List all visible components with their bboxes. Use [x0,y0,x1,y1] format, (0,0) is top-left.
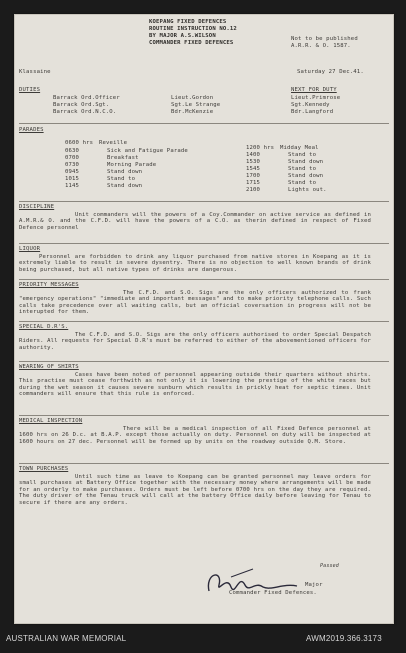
section-heading: LIQUOR [19,246,41,252]
parade-time: 1015 [65,176,80,182]
parade-time: 1200 hrs [246,145,275,151]
duty-current: Sgt.Le Strange [171,102,221,108]
parade-event: Stand down [107,183,143,189]
parade-time: 1400 [246,152,261,158]
parade-event: Lights out. [288,187,327,193]
archive-name: AUSTRALIAN WAR MEMORIAL [6,634,127,643]
parade-time: 1530 [246,159,261,165]
parade-time: 0630 [65,148,80,154]
divider [19,123,389,124]
duty-next: Sgt.Kennedy [291,102,330,108]
parade-time: 0600 hrs [65,140,94,146]
parade-event: Sick and Fatigue Parade [107,148,188,154]
duty-role: Barrack Ord.Sgt. [53,102,110,108]
section-heading: DISCIPLINE [19,204,55,210]
parades-heading: PARADES [19,127,44,133]
archive-id: AWM2019.366.3173 [306,634,382,643]
parade-time: 0700 [65,155,80,161]
place-name: Klassaine [19,69,51,75]
section-heading: WEARING OF SHIRTS [19,364,79,370]
section-heading: PRIORITY MESSAGES [19,282,79,288]
parade-event: Stand down [107,169,143,175]
regulation-ref: A.R.R. & O. 1587. [291,43,351,49]
duty-current: Lieut.Gordon [171,95,214,101]
section-heading: SPECIAL D.R'S. [19,324,69,330]
section-heading: TOWN PURCHASES [19,466,69,472]
parade-time: 0945 [65,169,80,175]
divider [19,201,389,202]
signature-note: Passed [320,563,339,569]
section-body: Cases have been noted of personnel appearing outside their quarters without shirts. This practise must cease forthwith as not only it is lowering the prestige of the white races but during the wet season it causes severe sunburn which results in prickly heat for septic times. Unit commanders will ensure that this rule is enforced. [19,372,371,398]
duties-heading: DUTIES [19,87,41,93]
signature-title: Commander Fixed Defences. [229,590,317,596]
parade-time: 0730 [65,162,80,168]
header-line-4: COMMANDER FIXED DEFENCES [149,40,234,46]
section-body: The C.F.D. and S.O. Sigs are the only officers authorised to order Special Despatch Riders. All requests for Special D.R's must be referred to either of the abovementioned officers for authority. [19,332,371,351]
duty-next: Bdr.Langford [291,109,334,115]
document-date: Saturday 27 Dec.41. [297,69,364,75]
section-body: Unit commanders will the powers of a Coy.Commander on active service as defined in A.M.R.& O. and the C.F.D. will have the powers of a C.O. as therin defined in respect of Fixed Defence personnel [19,212,371,231]
parade-time: 2100 [246,187,261,193]
duty-next: Lieut.Primrose [291,95,341,101]
duty-role: Barrack Ord.N.C.O. [53,109,117,115]
parade-event: Midday Meal [280,145,319,151]
parade-event: Stand to [288,166,317,172]
section-body: There will be a medical inspection of all Fixed Defence personnel at 1600 hrs on 26 D.c. at B.A.P. except those actually on duty. Personnel on duty will be inspected at 1600 hours on 27 dec. Personnel will be formed up by units on the roadway outside Q.M. Store. [19,426,371,445]
duty-role: Barrack Ord.Officer [53,95,120,101]
divider [19,321,389,322]
divider [19,243,389,244]
parade-event: Breakfast [107,155,139,161]
parade-time: 1700 [246,173,261,179]
header-line-3: BY MAJOR A.S.WILSON [149,33,216,39]
parade-time: 1545 [246,166,261,172]
divider [19,463,389,464]
header-line-1: KOEPANG FIXED DEFENCES [149,19,227,25]
section-body: Until such time as leave to Koepang can be granted personnel may leave orders for small purchases at Battery Office together with the necessary money where arrangements will be made for an orderly to make purchases. Orders must be left before 0700 hrs on the day they are required. The duty driver of the Tenau truck will call at the battery Office daily before leaving for Tenau to secure if there are any orders. [19,474,371,506]
document-page [14,14,394,624]
next-duty-heading: NEXT FOR DUTY [291,87,337,93]
parade-event: Morning Parade [107,162,157,168]
parade-event: Reveille [99,140,128,146]
parade-event: Stand down [288,173,324,179]
parade-event: Stand to [107,176,136,182]
signature-rank: Major [305,582,323,588]
duty-current: Bdr.McKenzie [171,109,214,115]
parade-event: Stand down [288,159,324,165]
divider [19,279,389,280]
divider [19,415,389,416]
parade-time: 1715 [246,180,261,186]
section-body: Personnel are forbidden to drink any liquor purchased from native stores in Koepang as it is extremely liable to result in severe dysentry. There is no objection to well known brands of drink being purchased, but all native types of drinks are dangerous. [19,254,371,273]
header-line-2: ROUTINE INSTRUCTION NO.12 [149,26,237,32]
section-body: The C.F.D. and S.O. Sigs are the only officers authorized to frank "emergency operations" "immediate and important messages" and to make priority telephone calls. Such calls take precedence over all waiting calls, but an official coversation in progress will not be interupted for them. [19,290,371,316]
section-heading: MEDICAL INSPECTION [19,418,83,424]
publish-note: Not to be published [291,36,358,42]
parade-event: Stand to [288,152,317,158]
parade-time: 1145 [65,183,80,189]
divider [19,361,389,362]
parade-event: Stand to [288,180,317,186]
